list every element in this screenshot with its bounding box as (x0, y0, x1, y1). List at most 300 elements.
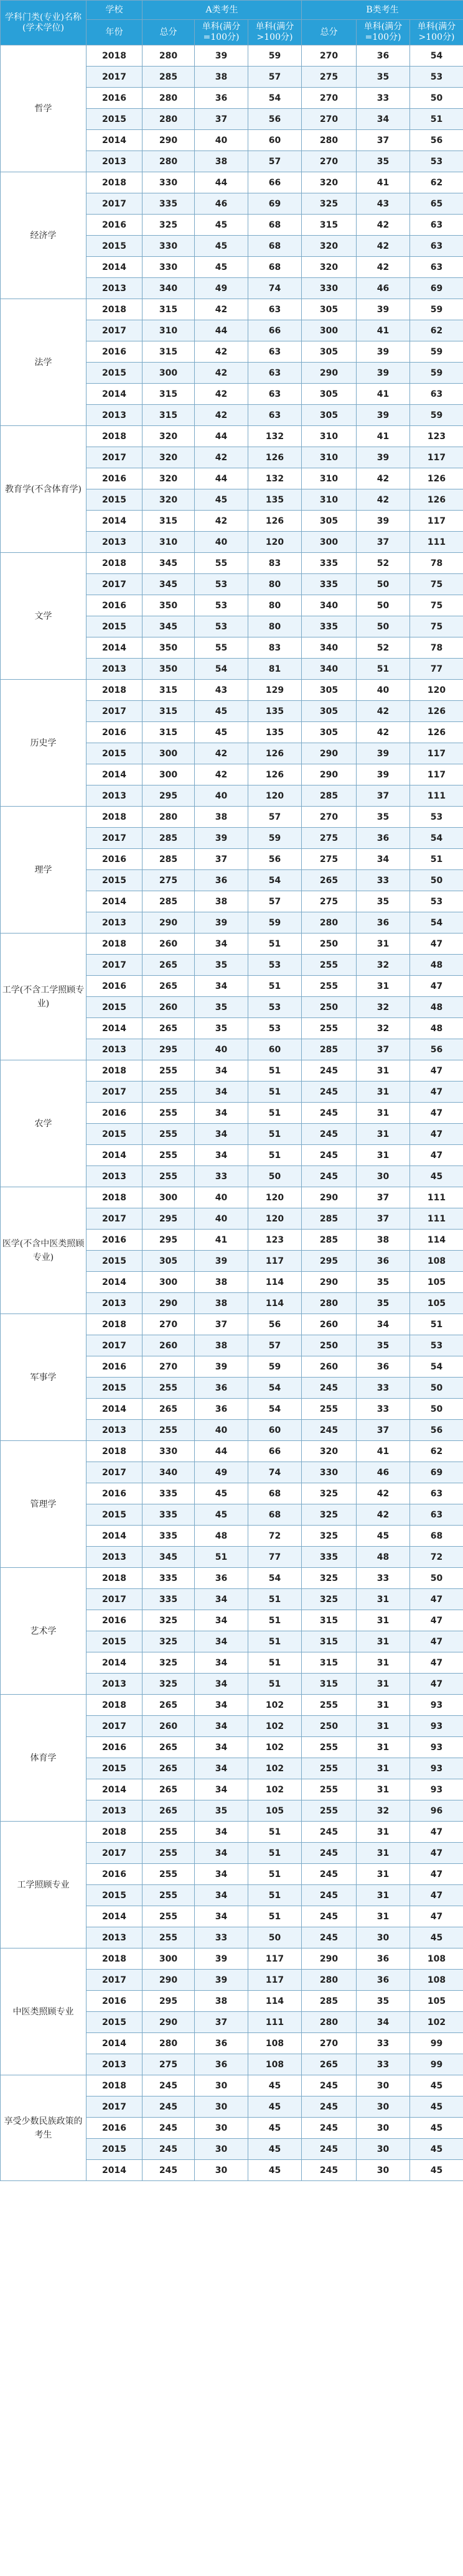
table-row (1, 1060, 463, 1082)
b-single-over100-cell: 96 (410, 1800, 463, 1822)
b-single-over100-cell: 65 (410, 193, 463, 215)
a-single-over100-cell: 80 (248, 595, 302, 616)
b-single-over100-cell: 63 (410, 384, 463, 405)
b-single100-cell: 31 (357, 1737, 410, 1758)
b-total-cell: 285 (302, 785, 357, 807)
year-cell: 2016 (87, 341, 143, 363)
b-single100-cell: 39 (357, 363, 410, 384)
b-single100-cell: 31 (357, 1082, 410, 1103)
b-total-cell: 330 (302, 278, 357, 299)
b-single100-cell: 35 (357, 1272, 410, 1293)
a-single100-cell: 42 (195, 363, 248, 384)
discipline-name: 工学照顾专业 (1, 1822, 87, 1948)
b-single-over100-cell: 102 (410, 2012, 463, 2033)
b-single-over100-cell: 63 (410, 1504, 463, 1526)
b-total-cell: 265 (302, 2054, 357, 2075)
b-single100-cell: 37 (357, 1039, 410, 1060)
b-single-over100-cell: 47 (410, 976, 463, 997)
b-single-over100-cell: 45 (410, 1927, 463, 1948)
year-cell: 2018 (87, 1060, 143, 1082)
a-total-cell: 290 (143, 1293, 195, 1314)
a-total-cell: 255 (143, 1420, 195, 1441)
year-cell: 2014 (87, 764, 143, 785)
a-total-cell: 265 (143, 1758, 195, 1779)
a-total-cell: 325 (143, 1631, 195, 1652)
a-total-cell: 340 (143, 278, 195, 299)
b-single100-cell: 33 (357, 1399, 410, 1420)
b-single100-cell: 37 (357, 130, 410, 151)
a-single-over100-cell: 66 (248, 172, 302, 193)
b-single-over100-cell: 50 (410, 88, 463, 109)
a-single-over100-cell: 66 (248, 320, 302, 341)
a-total-cell: 255 (143, 1103, 195, 1124)
table-row (1, 1948, 463, 1970)
a-total-cell: 265 (143, 1737, 195, 1758)
a-total-cell: 335 (143, 1568, 195, 1589)
a-total-cell: 260 (143, 1716, 195, 1737)
a-single100-cell: 45 (195, 236, 248, 257)
b-single-over100-cell: 53 (410, 67, 463, 88)
b-single-over100-cell: 47 (410, 1864, 463, 1885)
b-total-cell: 325 (302, 1526, 357, 1547)
a-single100-cell: 30 (195, 2075, 248, 2096)
b-total-cell: 290 (302, 1948, 357, 1970)
b-total-cell: 245 (302, 2118, 357, 2139)
a-single-over100-cell: 51 (248, 1843, 302, 1864)
b-total-cell: 315 (302, 1652, 357, 1674)
b-single-over100-cell: 56 (410, 130, 463, 151)
year-cell: 2015 (87, 870, 143, 891)
b-single100-cell: 33 (357, 2033, 410, 2054)
a-single-over100-cell: 51 (248, 934, 302, 955)
a-single-over100-cell: 51 (248, 1674, 302, 1695)
b-total-cell: 285 (302, 1991, 357, 2012)
discipline-name: 军事学 (1, 1314, 87, 1441)
b-single-over100-cell: 93 (410, 1716, 463, 1737)
a-single100-cell: 35 (195, 1800, 248, 1822)
b-single100-cell: 30 (357, 1166, 410, 1187)
year-cell: 2017 (87, 1716, 143, 1737)
a-single-over100-cell: 120 (248, 1187, 302, 1208)
a-total-cell: 255 (143, 1822, 195, 1843)
b-single100-cell: 32 (357, 1800, 410, 1822)
b-single-over100-cell: 48 (410, 1018, 463, 1039)
b-single100-cell: 39 (357, 511, 410, 532)
a-single-over100-cell: 63 (248, 384, 302, 405)
b-single-over100-cell: 45 (410, 1166, 463, 1187)
a-single-over100-cell: 69 (248, 193, 302, 215)
b-single-over100-cell: 45 (410, 2139, 463, 2160)
b-single100-cell: 33 (357, 2054, 410, 2075)
a-total-cell: 290 (143, 130, 195, 151)
year-cell: 2017 (87, 955, 143, 976)
b-total-cell: 245 (302, 1082, 357, 1103)
a-single-over100-cell: 74 (248, 278, 302, 299)
a-total-cell: 335 (143, 1504, 195, 1526)
a-single100-cell: 34 (195, 1906, 248, 1927)
b-single-over100-cell: 63 (410, 215, 463, 236)
b-total-cell: 245 (302, 1420, 357, 1441)
a-single-over100-cell: 68 (248, 257, 302, 278)
a-single-over100-cell: 111 (248, 2012, 302, 2033)
b-total-cell: 280 (302, 1970, 357, 1991)
year-cell: 2015 (87, 489, 143, 511)
a-total-cell: 255 (143, 1124, 195, 1145)
a-single100-cell: 34 (195, 1716, 248, 1737)
b-total-cell: 270 (302, 2033, 357, 2054)
b-single100-cell: 50 (357, 574, 410, 595)
b-single-over100-cell: 54 (410, 1356, 463, 1378)
b-total-cell: 255 (302, 1800, 357, 1822)
a-single100-cell: 34 (195, 1695, 248, 1716)
table-row (1, 1695, 463, 1716)
b-single-over100-cell: 111 (410, 532, 463, 553)
a-single100-cell: 36 (195, 870, 248, 891)
year-cell: 2014 (87, 1145, 143, 1166)
a-total-cell: 300 (143, 1948, 195, 1970)
a-single-over100-cell: 51 (248, 1885, 302, 1906)
b-single-over100-cell: 50 (410, 1399, 463, 1420)
year-cell: 2017 (87, 828, 143, 849)
year-header: 年份 (87, 20, 143, 45)
year-cell: 2018 (87, 1695, 143, 1716)
b-single100-cell: 31 (357, 976, 410, 997)
a-single100-cell: 40 (195, 532, 248, 553)
b-single-over100-cell: 56 (410, 1420, 463, 1441)
year-cell: 2016 (87, 1864, 143, 1885)
b-single100-cell: 41 (357, 384, 410, 405)
b-total-cell: 315 (302, 1674, 357, 1695)
a-total-cell: 265 (143, 1779, 195, 1800)
b-total-cell: 320 (302, 172, 357, 193)
a-total-cell: 255 (143, 1060, 195, 1082)
b-total-cell: 255 (302, 1018, 357, 1039)
a-single-over100-cell: 135 (248, 722, 302, 743)
b-single-over100-cell: 99 (410, 2054, 463, 2075)
a-single-over100-cell: 57 (248, 1335, 302, 1356)
a-single-over100-cell: 102 (248, 1758, 302, 1779)
b-total-cell: 250 (302, 934, 357, 955)
year-cell: 2013 (87, 1039, 143, 1060)
year-cell: 2016 (87, 1737, 143, 1758)
year-cell: 2014 (87, 637, 143, 659)
b-single-over100-cell: 62 (410, 1441, 463, 1462)
b-single-over100-cell: 108 (410, 1251, 463, 1272)
b-single-over100-cell: 117 (410, 447, 463, 468)
a-total-cell: 335 (143, 193, 195, 215)
a-single100-cell: 30 (195, 2096, 248, 2118)
a-single100-cell: 36 (195, 1399, 248, 1420)
b-single100-cell: 52 (357, 637, 410, 659)
b-single-over100-cell: 53 (410, 891, 463, 912)
b-single100-cell: 33 (357, 1378, 410, 1399)
year-cell: 2013 (87, 405, 143, 426)
discipline-name: 经济学 (1, 172, 87, 299)
b-single100-cell: 37 (357, 1208, 410, 1230)
a-single100-cell: 34 (195, 1631, 248, 1652)
year-cell: 2016 (87, 1230, 143, 1251)
a-total-cell: 275 (143, 870, 195, 891)
a-group-header: A类考生 (143, 1, 302, 20)
b-single100-cell: 36 (357, 828, 410, 849)
table-row (1, 1441, 463, 1462)
b-single100-cell: 35 (357, 1293, 410, 1314)
year-cell: 2013 (87, 1547, 143, 1568)
a-single100-cell: 40 (195, 1187, 248, 1208)
b-total-cell: 305 (302, 722, 357, 743)
a-total-header: 总分 (143, 20, 195, 45)
a-single-over100-cell: 83 (248, 637, 302, 659)
b-single100-cell: 36 (357, 45, 410, 67)
a-single-over100-cell: 51 (248, 1652, 302, 1674)
b-single100-cell: 31 (357, 1864, 410, 1885)
b-single100-cell: 35 (357, 151, 410, 172)
a-total-cell: 280 (143, 2033, 195, 2054)
year-cell: 2018 (87, 45, 143, 67)
a-total-cell: 260 (143, 997, 195, 1018)
a-single100-cell: 45 (195, 722, 248, 743)
a-single100-cell: 44 (195, 172, 248, 193)
a-single100-cell: 33 (195, 1927, 248, 1948)
a-single100-cell: 55 (195, 637, 248, 659)
a-total-cell: 335 (143, 1526, 195, 1547)
b-single-over100-cell: 45 (410, 2075, 463, 2096)
a-single-over100-cell: 117 (248, 1970, 302, 1991)
year-cell: 2017 (87, 1462, 143, 1483)
b-single100-cell: 31 (357, 1060, 410, 1082)
b-total-cell: 305 (302, 341, 357, 363)
a-single100-cell: 39 (195, 1970, 248, 1991)
table-row (1, 2075, 463, 2096)
a-single-over100-cell: 80 (248, 616, 302, 637)
b-single100-cell: 39 (357, 743, 410, 764)
b-single100-cell: 37 (357, 785, 410, 807)
b-total-cell: 260 (302, 1356, 357, 1378)
year-cell: 2016 (87, 1356, 143, 1378)
discipline-name: 法学 (1, 299, 87, 426)
year-cell: 2016 (87, 88, 143, 109)
b-single-over100-cell: 105 (410, 1991, 463, 2012)
a-single-over100-cell: 120 (248, 1208, 302, 1230)
a-single-over100-cell: 54 (248, 1378, 302, 1399)
year-cell: 2017 (87, 1589, 143, 1610)
year-cell: 2015 (87, 2012, 143, 2033)
year-cell: 2015 (87, 1631, 143, 1652)
b-total-cell: 245 (302, 1927, 357, 1948)
b-single100-cell: 42 (357, 257, 410, 278)
year-cell: 2013 (87, 785, 143, 807)
a-single-over100-cell: 114 (248, 1991, 302, 2012)
a-single100-cell: 45 (195, 701, 248, 722)
a-single100-cell: 48 (195, 1526, 248, 1547)
a-single-over100-cell: 51 (248, 1906, 302, 1927)
a-single-over100-cell: 54 (248, 1399, 302, 1420)
b-single100-cell: 51 (357, 659, 410, 680)
a-total-cell: 255 (143, 1378, 195, 1399)
year-cell: 2015 (87, 363, 143, 384)
b-single100-cell: 31 (357, 1885, 410, 1906)
a-single100-cell: 42 (195, 447, 248, 468)
a-single100-cell: 37 (195, 1314, 248, 1335)
a-total-cell: 255 (143, 1864, 195, 1885)
a-single-over100-cell: 45 (248, 2160, 302, 2181)
b-total-cell: 245 (302, 1843, 357, 1864)
b-total-cell: 320 (302, 1441, 357, 1462)
b-total-cell: 260 (302, 1314, 357, 1335)
year-cell: 2015 (87, 1504, 143, 1526)
b-single100-cell: 31 (357, 1589, 410, 1610)
a-single-over100-cell: 132 (248, 426, 302, 447)
b-single100-cell: 39 (357, 405, 410, 426)
b-single-over100-cell: 120 (410, 680, 463, 701)
discipline-name: 体育学 (1, 1695, 87, 1822)
b-single-over100-cell: 105 (410, 1272, 463, 1293)
a-total-cell: 265 (143, 1018, 195, 1039)
b-total-cell: 320 (302, 257, 357, 278)
a-single100-cell: 45 (195, 215, 248, 236)
a-single-over100-cell: 51 (248, 1082, 302, 1103)
year-cell: 2016 (87, 215, 143, 236)
b-single-over100-cell: 126 (410, 722, 463, 743)
a-single100-cell: 34 (195, 1737, 248, 1758)
b-total-cell: 300 (302, 532, 357, 553)
a-single-over100-cell: 66 (248, 1441, 302, 1462)
discipline-name: 工学(不含工学照顾专业) (1, 934, 87, 1060)
a-single-over100-cell: 102 (248, 1695, 302, 1716)
a-single100-cell: 42 (195, 405, 248, 426)
b-single100-cell: 37 (357, 532, 410, 553)
b-single100-cell: 30 (357, 2075, 410, 2096)
b-single-over100-cell: 53 (410, 151, 463, 172)
discipline-name: 历史学 (1, 680, 87, 807)
a-single-over100-cell: 56 (248, 1314, 302, 1335)
a-single100-cell: 39 (195, 912, 248, 934)
a-total-cell: 335 (143, 1483, 195, 1504)
b-single100-cell: 41 (357, 320, 410, 341)
a-single100-cell: 43 (195, 680, 248, 701)
year-cell: 2014 (87, 1906, 143, 1927)
b-single-over100-cell: 117 (410, 743, 463, 764)
year-cell: 2013 (87, 1166, 143, 1187)
a-single100-cell: 44 (195, 320, 248, 341)
a-single100-cell: 34 (195, 1885, 248, 1906)
a-total-cell: 285 (143, 891, 195, 912)
a-total-cell: 265 (143, 955, 195, 976)
a-single-over100-cell: 51 (248, 1145, 302, 1166)
a-total-cell: 255 (143, 1885, 195, 1906)
table-row (1, 934, 463, 955)
b-total-cell: 245 (302, 2096, 357, 2118)
b-single-over100-cell: 47 (410, 1610, 463, 1631)
b-single100-cell: 36 (357, 912, 410, 934)
a-total-cell: 295 (143, 1991, 195, 2012)
b-total-cell: 325 (302, 1568, 357, 1589)
a-single-over100-cell: 108 (248, 2033, 302, 2054)
a-single100-cell: 51 (195, 1547, 248, 1568)
a-single-over100-cell: 126 (248, 511, 302, 532)
a-total-cell: 300 (143, 764, 195, 785)
b-single100-cell: 32 (357, 997, 410, 1018)
a-total-cell: 350 (143, 637, 195, 659)
year-cell: 2014 (87, 1652, 143, 1674)
year-cell: 2013 (87, 1800, 143, 1822)
b-total-header: 总分 (302, 20, 357, 45)
a-total-cell: 295 (143, 1039, 195, 1060)
a-single-over100-cell: 50 (248, 1166, 302, 1187)
a-single100-cell: 34 (195, 1060, 248, 1082)
b-single-over100-cell: 93 (410, 1695, 463, 1716)
table-row (1, 807, 463, 828)
a-single-over100-cell: 45 (248, 2075, 302, 2096)
a-single-over100-cell: 51 (248, 1589, 302, 1610)
a-single100-cell: 36 (195, 2054, 248, 2075)
a-single-over100-cell: 57 (248, 151, 302, 172)
b-total-cell: 270 (302, 807, 357, 828)
b-total-cell: 335 (302, 616, 357, 637)
b-single100-cell: 31 (357, 1103, 410, 1124)
b-single100-cell: 43 (357, 193, 410, 215)
b-total-cell: 285 (302, 1039, 357, 1060)
b-total-cell: 295 (302, 1251, 357, 1272)
a-single-over100-cell: 57 (248, 807, 302, 828)
a-single100-cell: 40 (195, 130, 248, 151)
b-single100-cell: 33 (357, 870, 410, 891)
b-single100-cell: 40 (357, 680, 410, 701)
a-total-cell: 255 (143, 1082, 195, 1103)
b-single-over100-cell: 47 (410, 1060, 463, 1082)
year-cell: 2014 (87, 130, 143, 151)
a-single-over100-cell: 59 (248, 45, 302, 67)
a-single100-cell: 30 (195, 2160, 248, 2181)
b-single-over100-cell: 78 (410, 553, 463, 574)
b-single100-cell: 31 (357, 934, 410, 955)
year-cell: 2014 (87, 1272, 143, 1293)
a-total-cell: 345 (143, 553, 195, 574)
b-total-cell: 305 (302, 680, 357, 701)
a-single-over100-cell: 60 (248, 1039, 302, 1060)
year-cell: 2017 (87, 574, 143, 595)
year-cell: 2013 (87, 1927, 143, 1948)
a-single100-cell: 54 (195, 659, 248, 680)
year-cell: 2013 (87, 532, 143, 553)
year-cell: 2016 (87, 976, 143, 997)
b-total-cell: 265 (302, 870, 357, 891)
b-single-over100-cell: 111 (410, 1208, 463, 1230)
a-single100-cell: 34 (195, 1779, 248, 1800)
b-total-cell: 325 (302, 1589, 357, 1610)
a-total-cell: 300 (143, 363, 195, 384)
a-total-cell: 315 (143, 680, 195, 701)
a-single-over100-cell: 45 (248, 2096, 302, 2118)
year-cell: 2018 (87, 2075, 143, 2096)
year-cell: 2015 (87, 2139, 143, 2160)
b-single-over100-cell: 48 (410, 955, 463, 976)
b-single-over100-cell: 56 (410, 1039, 463, 1060)
year-cell: 2018 (87, 426, 143, 447)
a-single100-cell: 34 (195, 1610, 248, 1631)
b-total-cell: 255 (302, 1695, 357, 1716)
a-single100-cell: 40 (195, 785, 248, 807)
a-single-over100-cell: 63 (248, 299, 302, 320)
a-single-over100-cell: 120 (248, 785, 302, 807)
b-single100-cell: 42 (357, 701, 410, 722)
a-single100-cell: 38 (195, 1991, 248, 2012)
b-total-cell: 330 (302, 1462, 357, 1483)
b-total-cell: 290 (302, 743, 357, 764)
a-single-over100-cell: 83 (248, 553, 302, 574)
b-single-over100-cell: 78 (410, 637, 463, 659)
b-total-cell: 275 (302, 828, 357, 849)
